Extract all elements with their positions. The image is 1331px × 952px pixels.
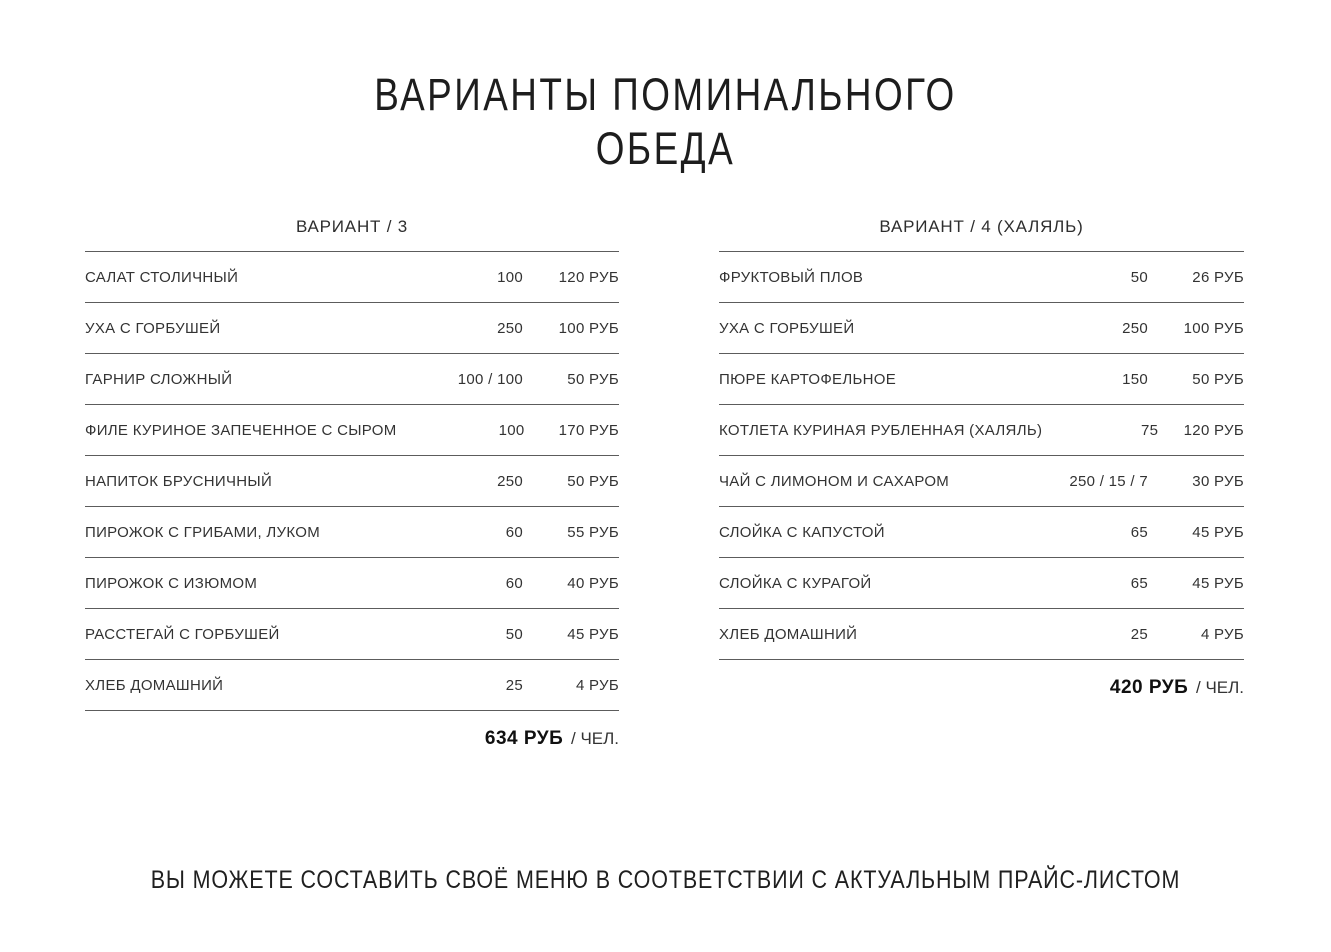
dish-name: ФИЛЕ КУРИНОЕ ЗАПЕЧЕННОЕ С СЫРОМ <box>85 421 397 439</box>
dish-name: ХЛЕБ ДОМАШНИЙ <box>85 676 224 694</box>
dish-price: 55 РУБ <box>567 523 619 541</box>
menu-variant-3 <box>85 215 619 750</box>
dish-weight: 150 <box>1122 370 1148 388</box>
dish-price: 120 РУБ <box>558 268 619 286</box>
dish-price: 30 РУБ <box>1192 472 1244 490</box>
dish-name: КОТЛЕТА КУРИНАЯ РУБЛЕННАЯ (ХАЛЯЛЬ) <box>719 421 1043 439</box>
dish-price: 4 РУБ <box>575 676 619 694</box>
dish-weight: 250 <box>497 472 523 490</box>
dish-weight: 50 <box>505 625 523 643</box>
table-row <box>85 405 619 456</box>
dish-name: УХА С ГОРБУШЕЙ <box>719 319 855 337</box>
dish-price: 100 РУБ <box>1183 319 1244 337</box>
dish-price: 45 РУБ <box>567 625 619 643</box>
table-row <box>719 558 1244 609</box>
table-row <box>85 456 619 507</box>
total-price: 420 РУБ <box>1109 677 1189 698</box>
table-row <box>85 609 619 660</box>
table-row <box>85 354 619 405</box>
page-title <box>120 68 1211 176</box>
dish-name: РАССТЕГАЙ С ГОРБУШЕЙ <box>85 625 280 643</box>
dish-name: СЛОЙКА С КАПУСТОЙ <box>719 523 885 541</box>
dish-name: ЧАЙ С ЛИМОНОМ И САХАРОМ <box>719 472 950 490</box>
dish-name: ФРУКТОВЫЙ ПЛОВ <box>719 268 864 286</box>
dish-weight: 75 <box>1141 421 1159 439</box>
dish-weight: 100 <box>497 268 523 286</box>
dish-name: НАПИТОК БРУСНИЧНЫЙ <box>85 472 273 490</box>
dish-price: 40 РУБ <box>567 574 619 592</box>
dish-name: ПЮРЕ КАРТОФЕЛЬНОЕ <box>719 370 897 388</box>
table-row <box>719 303 1244 354</box>
table-row <box>85 660 619 711</box>
menu-variant-4-halal <box>719 215 1244 699</box>
table-row <box>719 252 1244 303</box>
dish-weight: 100 / 100 <box>457 370 523 388</box>
dish-name: ПИРОЖОК С ГРИБАМИ, ЛУКОМ <box>85 523 321 541</box>
dish-weight: 250 / 15 / 7 <box>1069 472 1148 490</box>
total-unit: / ЧЕЛ. <box>571 729 619 748</box>
page-title-line1: ВАРИАНТЫ ПОМИНАЛЬНОГО <box>374 69 957 120</box>
dish-price: 50 РУБ <box>567 472 619 490</box>
page-title-line2: ОБЕДА <box>595 123 736 174</box>
dish-name: СЛОЙКА С КУРАГОЙ <box>719 574 872 592</box>
dish-weight: 60 <box>505 574 523 592</box>
table-row <box>719 354 1244 405</box>
table-row <box>85 303 619 354</box>
dish-weight: 250 <box>497 319 523 337</box>
dish-price: 45 РУБ <box>1192 523 1244 541</box>
menu-variant-3-total <box>85 728 619 750</box>
dish-name: УХА С ГОРБУШЕЙ <box>85 319 221 337</box>
dish-name: ГАРНИР СЛОЖНЫЙ <box>85 370 233 388</box>
dish-price: 50 РУБ <box>567 370 619 388</box>
dish-weight: 25 <box>505 676 523 694</box>
dish-name: ХЛЕБ ДОМАШНИЙ <box>719 625 858 643</box>
dish-price: 100 РУБ <box>558 319 619 337</box>
menu-variant-3-table <box>85 251 619 711</box>
table-row <box>85 507 619 558</box>
menu-variant-3-header: ВАРИАНТ / 3 <box>295 217 409 236</box>
dish-name: ПИРОЖОК С ИЗЮМОМ <box>85 574 258 592</box>
table-row <box>719 405 1244 456</box>
menu-variant-4-table <box>719 251 1244 660</box>
dish-price: 45 РУБ <box>1192 574 1244 592</box>
dish-weight: 65 <box>1130 523 1148 541</box>
dish-weight: 25 <box>1130 625 1148 643</box>
dish-weight: 60 <box>505 523 523 541</box>
table-row <box>85 252 619 303</box>
menu-variant-4-total <box>719 677 1244 699</box>
dish-weight: 100 <box>498 421 525 439</box>
dish-weight: 250 <box>1122 319 1148 337</box>
dish-weight: 65 <box>1130 574 1148 592</box>
dish-price: 120 РУБ <box>1183 421 1244 439</box>
dish-price: 170 РУБ <box>558 421 619 439</box>
table-row <box>719 609 1244 660</box>
total-price: 634 РУБ <box>484 728 564 749</box>
dish-price: 50 РУБ <box>1192 370 1244 388</box>
dish-weight: 50 <box>1130 268 1148 286</box>
total-unit: / ЧЕЛ. <box>1196 678 1244 697</box>
dish-price: 4 РУБ <box>1200 625 1244 643</box>
table-row <box>719 507 1244 558</box>
table-row <box>85 558 619 609</box>
dish-name: САЛАТ СТОЛИЧНЫЙ <box>85 268 239 286</box>
menu-variant-4-header: ВАРИАНТ / 4 (ХАЛЯЛЬ) <box>879 217 1084 236</box>
dish-price: 26 РУБ <box>1192 268 1244 286</box>
footer-note: ВЫ МОЖЕТЕ СОСТАВИТЬ СВОЁ МЕНЮ В СООТВЕТСТВИИ С АКТУАЛЬНЫМ ПРАЙС-ЛИСТОМ <box>150 866 1181 894</box>
table-row <box>719 456 1244 507</box>
